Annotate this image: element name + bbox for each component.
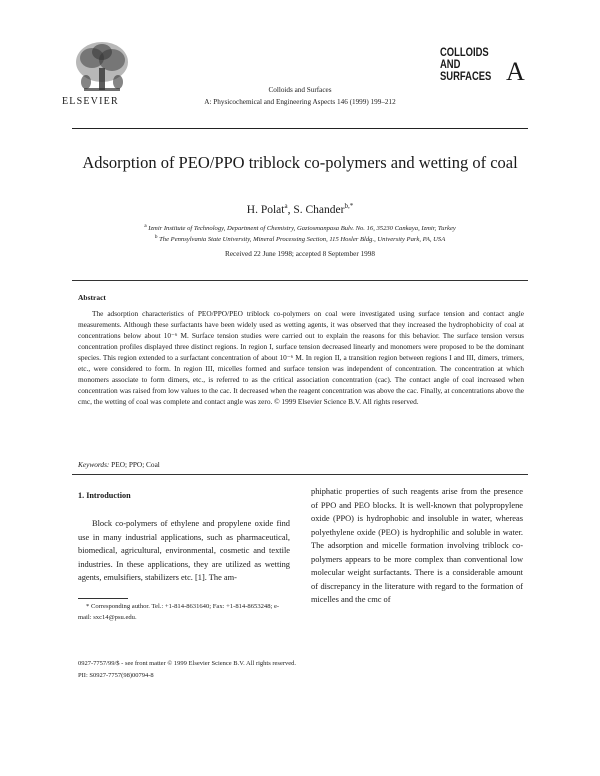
affiliation-b-text: The Pennsylvania State University, Mineral Processing Section, 115 Hosler Bldg., University Park, PA, USA (157, 236, 446, 244)
intro-left-column: Block co-polymers of ethylene and propylene oxide find use in many industrial applications, such as pharmaceutical, biomedical, agricultural, environmental, cosmetic and textile industries. In these applications, they are utilized as wetting agents, emulsifiers, stabilizers etc. [1]. The am- (78, 519, 290, 582)
journal-logo-word-2: AND (440, 59, 461, 71)
header-divider (72, 128, 528, 129)
affiliation-a-text: Izmir Institute of Technology, Department of Chemistry, Gaziosmanpasa Bulv. No. 16, 35230 Cankaya, Izmir, Turkey (146, 225, 456, 233)
affiliation-b (72, 234, 528, 243)
publisher-name: ELSEVIER (62, 96, 119, 107)
author-polat-marks: a (284, 202, 288, 210)
journal-logo-letter: A (506, 57, 525, 86)
footnote-divider (78, 598, 128, 599)
abstract-heading: Abstract (78, 293, 106, 302)
author-chander: S. Chander (293, 203, 345, 216)
received-dates: Received 22 June 1998; accepted 8 September 1998 (225, 250, 375, 258)
author-polat: H. Polat (246, 203, 285, 216)
article-title: Adsorption of PEO/PPO triblock co-polymers and wetting of coal (82, 153, 518, 172)
journal-logo-word-3: SURFACES (440, 71, 492, 83)
author-chander-marks: b,* (344, 202, 354, 210)
abstract-text: The adsorption characteristics of PEO/PPO/PEO triblock co-polymers on coal were investigated using surface tension and contact angle measurements. Although these surfactants have been widely used as wetting agents, it was observed that they increased the hydrophobicity of coal at concentrations below about 10⁻⁶ M. Surface tension studies were carried out to explain the reasons for this behavior. The surface tension versus concentration profiles displayed three distinct regions. In region I, surface tension decreased linearly and monomers were proposed to be the dominant species. This region extended to a surfactant concentration of about 10⁻⁶ M. In region II, a transition region between regions I and III, dimers, trimers, etc., were considered to form. In region III, micelles formed and surface tension was independent of concentration. The concentration at which monomers associate to form dimers, etc., is referred to as the critical association concentration (cac). The contact angle of coal increased when concentration was raised from low values to the cac. It decreased when the reagent concentration was above the cac. Finally, at concentrations above the cmc, the wetting of coal was complete and contact angle was zero. © 1999 Elsevier Science B.V. All rights reserved. (78, 309, 524, 406)
keywords-line (78, 460, 160, 469)
affiliation-b-mark: b (154, 234, 158, 240)
author-separator: , (287, 203, 294, 216)
author-line (72, 202, 528, 216)
pii-line: PII: S0927-7757(98)00794-8 (78, 672, 154, 679)
journal-logo-word-1: COLLOIDS (440, 47, 489, 59)
affiliation-a (72, 223, 528, 232)
keywords-list: PEO; PPO; Coal (109, 460, 160, 469)
keywords-label: Keywords: (78, 460, 110, 469)
abstract-top-divider (72, 280, 528, 281)
journal-logo (436, 44, 528, 106)
journal-name: Colloids and Surfaces (268, 86, 332, 94)
issn-line: 0927-7757/99/$ - see front matter © 1999 Elsevier Science B.V. All rights reserved. (78, 660, 297, 667)
affiliation-a-mark: a (144, 223, 147, 229)
elsevier-tree-logo (70, 40, 134, 98)
journal-citation-block (150, 84, 450, 108)
journal-citation: A: Physicochemical and Engineering Aspects 146 (1999) 199–212 (204, 98, 396, 106)
corresponding-author-footnote: * Corresponding author. Tel.: +1-814-8631640; Fax: +1-814-8653248; e-mail: sxc14@psu.edu. (78, 603, 280, 621)
keywords-divider (72, 474, 528, 475)
section-heading: 1. Introduction (78, 491, 131, 500)
intro-right-column: phiphatic properties of such reagents arise from the presence of PPO and PEO blocks. It is well-known that polypropylene oxide (PPO) is hydrophobic and insoluble in water, whereas polyethylene oxide (PEO) is hydrophilic and soluble in water. The adsorption and micelle formation involving triblock co-polymers appears to be more complex than conventional low molecular weight surfactants. There is a considerable amount of discrepancy in the literature with regard to the formation of micelles and the cmc of (311, 487, 523, 604)
